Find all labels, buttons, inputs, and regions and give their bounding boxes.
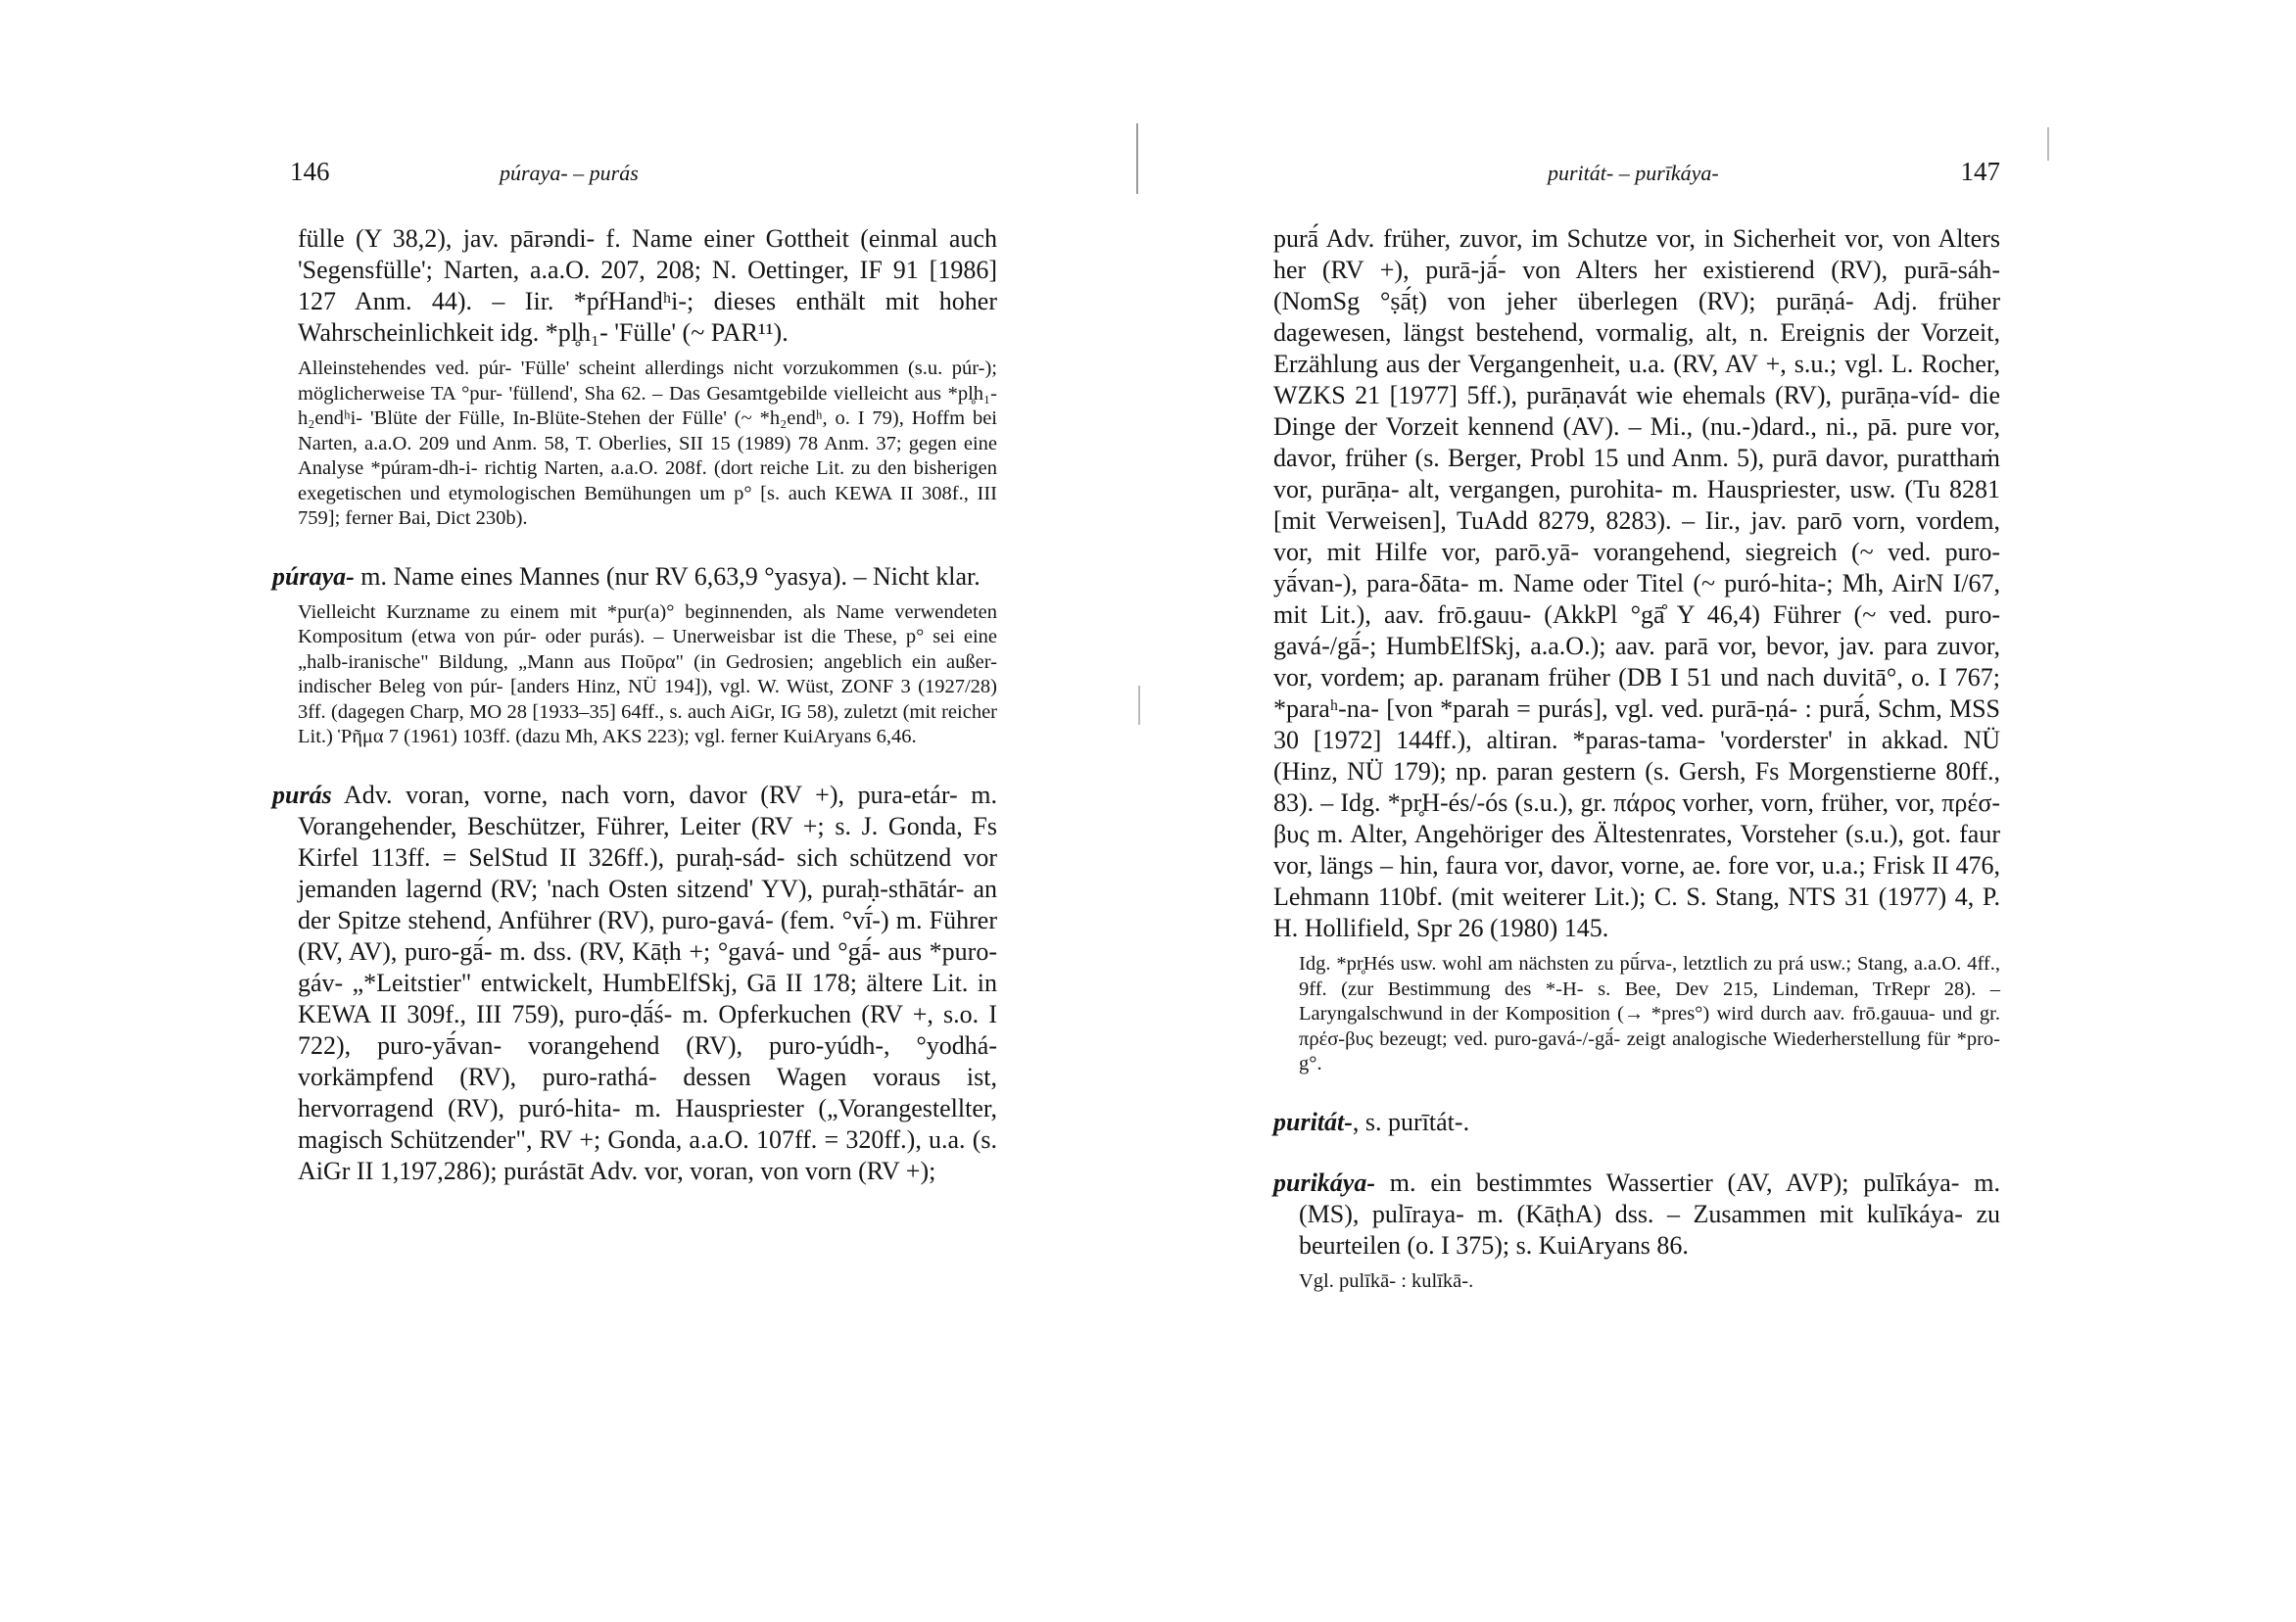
left-page-number: 146 [290, 157, 330, 186]
note-paragraph: Vielleicht Kurzname zu einem mit *pur(a)° beginnenden, als Name verwendeten Kompositum (etwa von púr- oder purás). – Unerweisbar ist die These, p° sei eine „halb-iranische" Bildung, „Mann aus Πoῦρα" (in Gedrosien; angeblich ein außer-indischer Beleg von púr- [anders Hinz, NÜ 194]), vgl. W. Wüst, ZONF 3 (1927/28) 3ff. (dagegen Charp, MO 28 [1933–35] 64ff., s. auch AiGr, IG 58), zuletzt (mit reicher Lit.) Ῥῆμα 7 (1961) 103ff. (dazu Mh, AKS 223); vgl. ferner KuiAryans 6,46. [298, 600, 997, 747]
left-page-body [272, 223, 997, 1187]
gutter-crease-mid [1138, 686, 1140, 725]
note-paragraph: Idg. *pr̥Hés usw. wohl am nächsten zu pū́rva-, letztlich zu prá usw.; Stang, a.a.O. 4ff., 9ff. (zur Bestimmung des *-H- s. Bee, Dev 215, Lindeman, TrRepr 28). – Laryngalschwund in der Komposition (→ *pres°) wird durch aav. frō.gauua- und gr. πρέσ-βυς bezeugt; ved. puro-gavá-/-gā́- zeigt analogische Wiederherstellung für *pro-g°. [1299, 953, 2000, 1074]
dictionary-entry-puras [272, 780, 997, 1187]
right-page-header [1273, 157, 2000, 200]
left-page [272, 157, 997, 1187]
entry-text: m. Name eines Mannes (nur RV 6,63,9 °yasya). – Nicht klar. [354, 561, 981, 591]
right-page-number: 147 [1960, 157, 2000, 186]
entry-headword: purás [272, 780, 332, 809]
note-paragraph: Vgl. pulīkā- : kulīkā-. [1299, 1269, 1474, 1292]
right-page-body [1273, 223, 2000, 1294]
page-edge-mark [2047, 127, 2049, 161]
dictionary-entry-puraya [272, 561, 997, 593]
continuation-paragraph: purā́ Adv. früher, zuvor, im Schutze vor, in Sicherheit vor, von Alters her (RV +), purā-jā́- von Alters her existierend (RV), purā-sáh- (NomSg °ṣā́ṭ) von jeher überlegen (RV); purāṇá- Adj. früher dagewesen, längst bestehend, vormalig, alt, n. Ereignis der Vorzeit, Erzählung aus der Vergangenheit, u.a. (RV, AV +, s.u.; vgl. L. Rocher, WZKS 21 [1977] 5ff.), purāṇavát wie ehemals (RV), purāṇa-víd- die Dinge der Vorzeit kennend (AV). – Mi., (nu.-)dard., ni., pā. pure vor, davor, früher (s. Berger, Probl 15 und Anm. 5), purā davor, puratthaṁ vor, purāṇa- alt, vergangen, purohita- m. Hauspriester, usw. (Tu 8281 [mit Verweisen], TuAdd 8279, 8283). – Iir., jav. parō vorn, vordem, vor, mit Hilfe vor, parō.yā- vorangehend, siegreich (~ ved. puro-yā́van-), para-δāta- m. Name oder Titel (~ puró-hita-; Mh, AirN I/67, mit Lit.), aav. frō.gauu- (AkkPl °gā̊ Y 46,4) Führer (~ ved. puro-gavá-/gā́-; HumbElfSkj, a.a.O.); aav. parā vor, bevor, jav. para zuvor, vor, vordem; ap. paranam früher (DB I 51 und nach duvitā°, o. I 767; *paraʰ-na- [von *parah = purás], vgl. ved. purā-ṇá- : purā́, Schm, MSS 30 [1972] 144ff.), altiran. *paras-tama- 'vorderster' in akkad. NÜ (Hinz, NÜ 179); np. paran gestern (s. Gersh, Fs Morgenstierne 80ff., 83). – Idg. *pr̥H-és/-ós (s.u.), gr. πάρος vorher, vorn, früher, vor, πρέσ-βυς m. Alter, Angehöriger des Ältestenrates, Vorsteher (s.u.), got. faur vor, längs – hin, faura vor, davor, vorne, ae. fore vor, u.a.; Frisk II 476, Lehmann 110bf. (mit weiterer Lit.); C. S. Stang, NTS 31 (1977) 4, P. H. Hollifield, Spr 26 (1980) 145. [1273, 224, 2000, 942]
entry-headword: púraya- [272, 561, 355, 591]
entry-text: , s. purītát-. [1352, 1107, 1470, 1136]
note-paragraph: Alleinstehendes ved. púr- 'Fülle' scheint allerdings nicht vorzukommen (s.u. púr-); möglicherweise TA °pur- 'füllend', Sha 62. – Das Gesamtgebilde vielleicht aus *pl̥h₁-h₂endʰi- 'Blüte der Fülle, In-Blüte-Stehen der Fülle' (~ *h₂endʰ, o. I 79), Hoffm bei Narten, a.a.O. 209 und Anm. 58, T. Oberlies, SII 15 (1989) 78 Anm. 37; gegen eine Analyse *púram-dh-i- richtig Narten, a.a.O. 208f. (dort reiche Lit. zu den bisherigen exegetischen und etymologischen Bemühungen um p° [s. auch KEWA II 308f., III 759]; ferner Bai, Dict 230b). [298, 358, 997, 529]
dictionary-entry-purikaya [1273, 1168, 2000, 1262]
entry-headword: purikáya- [1273, 1168, 1375, 1197]
right-page [1273, 157, 2000, 1294]
entry-headword: puritát- [1273, 1107, 1353, 1136]
entry-text: m. ein bestimmtes Wassertier (AV, AVP); pulīkáya- m. (MS), pulīraya- m. (KāṭhA) dss. – Zusammen mit kulīkáya- zu beurteilen (o. I 375); s. KuiAryans 86. [1299, 1168, 2000, 1260]
left-running-head: púraya- – purás [500, 161, 639, 185]
left-page-header [272, 157, 997, 200]
continuation-paragraph: fülle (Y 38,2), jav. pārəndi- f. Name einer Gottheit (einmal auch 'Segensfülle'; Narten, a.a.O. 207, 208; N. Oettinger, IF 91 [1986] 127 Anm. 44). – Iir. *pŕHandʰi-; dieses enthält mit hoher Wahrscheinlichkeit idg. *pl̥h₁- 'Fülle' (~ PAR¹¹). [298, 224, 997, 347]
dictionary-entry-puritat [1273, 1107, 2000, 1138]
entry-text: Adv. voran, vorne, nach vorn, davor (RV +), pura-etár- m. Vorangehender, Beschützer, Führer, Leiter (RV +; s. J. Gonda, Fs Kirfel 113ff. = SelStud II 326ff.), puraḥ-sád- sich schützend vor jemanden lagernd (RV; 'nach Osten sitzend' YV), puraḥ-sthātár- an der Spitze stehend, Anführer (RV), puro-gavá- (fem. °vī́-) m. Führer (RV, AV), puro-gā́- m. dss. (RV, Kāṭh +; °gavá- und °gā́- aus *puro-gáv- „*Leitstier" entwickelt, HumbElfSkj, Gā II 178; ältere Lit. in KEWA II 309f., III 759), puro-ḍā́ś- m. Opferkuchen (RV +, s.o. I 722), puro-yā́van- vorangehend (RV), puro-yúdh-, °yodhá- vorkämpfend (RV), puro-rathá- dessen Wagen voraus ist, hervorragend (RV), puró-hita- m. Hauspriester („Vorangestellter, magisch Schützender", RV +; Gonda, a.a.O. 107ff. = 320ff.), u.a. (s. AiGr II 1,197,286); purástāt Adv. vor, voran, von vorn (RV +); [298, 780, 997, 1185]
gutter-crease-top [1136, 123, 1138, 194]
right-running-head: puritát- – purīkáya- [1548, 161, 1719, 185]
